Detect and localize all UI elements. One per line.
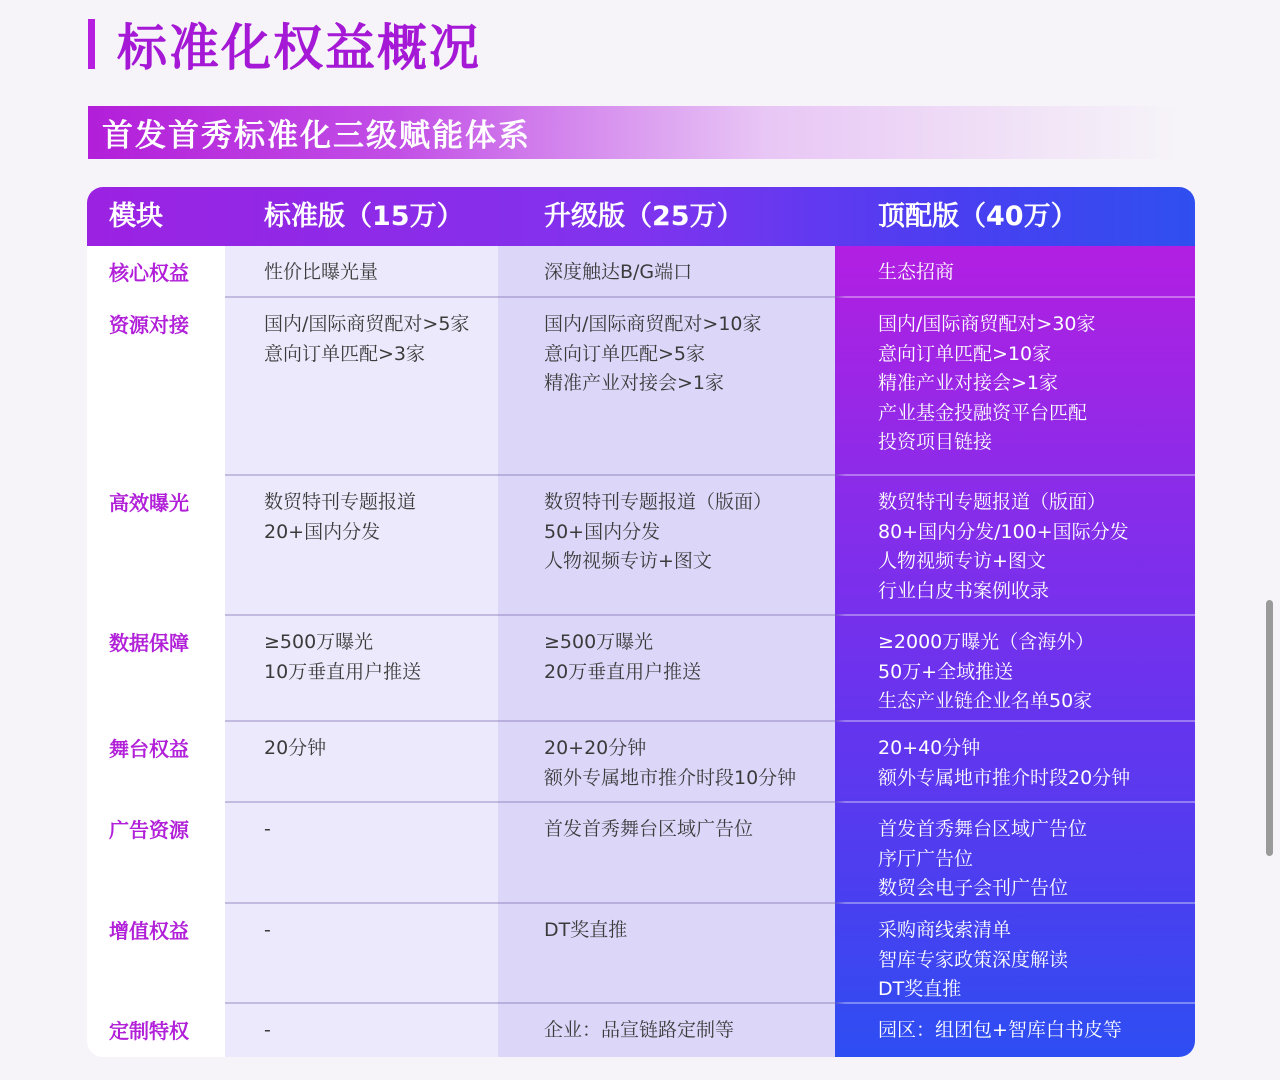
header-standard: 标准版（15万）: [264, 201, 464, 232]
cell-line: 数贸特刊专题报道（版面）: [878, 491, 1107, 513]
page-title: 标准化权益概况: [117, 19, 481, 77]
cell-line: 行业白皮书案例收录: [878, 579, 1050, 602]
cell-line: 数贸特刊专题报道: [264, 491, 417, 513]
cell-line: 80+国内分发/100+国际分发: [878, 520, 1129, 543]
cell-line: 精准产业对接会>1家: [878, 372, 1059, 394]
cell-line: 投资项目链接: [878, 431, 993, 453]
cell-line: 意向订单匹配>3家: [264, 342, 426, 365]
cell-line: 意向订单匹配>10家: [878, 342, 1052, 365]
cell-line: 首发首秀舞台区域广告位: [544, 818, 754, 840]
header-module: 模块: [109, 201, 163, 232]
cell-line: 序厅广告位: [878, 847, 974, 870]
cell-line: DT奖直推: [544, 919, 628, 941]
cell-line: 精准产业对接会>1家: [544, 372, 725, 394]
cell-line: 意向订单匹配>5家: [544, 342, 706, 365]
cell-line: 额外专属地市推介时段20分钟: [878, 766, 1131, 789]
cell-line: 首发首秀舞台区域广告位: [878, 818, 1088, 840]
page-title-block: [88, 14, 481, 77]
cell-line: 深度触达B/G端口: [544, 261, 693, 283]
row-divider: [225, 801, 1195, 803]
cell-line: 生态产业链企业名单50家: [878, 690, 1093, 712]
cell-line: 产业基金投融资平台匹配: [878, 401, 1088, 424]
row-module-label: 核心权益: [109, 261, 189, 285]
header-upgrade: 升级版（25万）: [544, 201, 744, 232]
cell-upgrade: [544, 916, 627, 946]
row-divider: [225, 296, 1195, 298]
row-divider: [225, 614, 1195, 616]
title-accent-bar: [88, 19, 95, 69]
cell-line: 国内/国际商贸配对>30家: [878, 313, 1096, 335]
cell-line: 20万垂直用户推送: [544, 660, 702, 683]
cell-upgrade: [544, 628, 701, 687]
cell-upgrade: [544, 258, 692, 288]
cell-top: [878, 488, 1129, 606]
cell-line: 人物视频专访+图文: [544, 550, 712, 572]
cell-line: 额外专属地市推介时段10分钟: [544, 766, 797, 789]
cell-standard: [264, 916, 271, 946]
row-module-label: 广告资源: [109, 818, 189, 842]
row-module-label: 资源对接: [109, 313, 189, 337]
cell-line: 20分钟: [264, 737, 327, 759]
cell-line: -: [264, 1019, 271, 1041]
cell-line: 数贸特刊专题报道（版面）: [544, 491, 773, 513]
cell-top: [878, 258, 954, 288]
cell-top: [878, 310, 1096, 458]
row-module-label: 舞台权益: [109, 737, 189, 761]
cell-line: 20+20分钟: [544, 737, 647, 759]
cell-line: 50+国内分发: [544, 520, 661, 543]
row-module-label: 高效曝光: [109, 491, 189, 515]
cell-line: DT奖直推: [878, 978, 962, 1000]
cell-line: 数贸会电子会刊广告位: [878, 877, 1069, 899]
cell-line: 人物视频专访+图文: [878, 550, 1046, 572]
cell-upgrade: [544, 488, 772, 577]
cell-standard: [264, 1016, 271, 1046]
cell-line: 国内/国际商贸配对>10家: [544, 313, 762, 335]
cell-line: -: [264, 919, 271, 941]
cell-standard: [264, 734, 326, 764]
cell-top: [878, 734, 1130, 793]
cell-upgrade: [544, 310, 762, 399]
section-subtitle: 首发首秀标准化三级赋能体系: [102, 118, 531, 154]
table-header: [87, 187, 1195, 246]
cell-line: 国内/国际商贸配对>5家: [264, 313, 470, 335]
benefits-table: [87, 187, 1195, 1057]
row-module-label: 定制特权: [109, 1019, 189, 1043]
cell-line: -: [264, 818, 271, 840]
cell-line: 生态招商: [878, 261, 955, 283]
cell-line: 智库专家政策深度解读: [878, 948, 1069, 971]
cell-upgrade: [544, 734, 796, 793]
cell-line: 企业：品宣链路定制等: [544, 1019, 735, 1041]
cell-top: [878, 815, 1087, 904]
cell-line: ≥2000万曝光（含海外）: [878, 631, 1095, 653]
header-top: 顶配版（40万）: [878, 201, 1078, 232]
row-divider: [225, 720, 1195, 722]
section-subtitle-banner: [88, 106, 1180, 159]
cell-standard: [264, 310, 469, 369]
cell-line: ≥500万曝光: [264, 631, 374, 653]
row-module-label: 数据保障: [109, 631, 189, 655]
cell-line: ≥500万曝光: [544, 631, 654, 653]
cell-upgrade: [544, 1016, 734, 1046]
cell-standard: [264, 628, 421, 687]
row-module-label: 增值权益: [109, 919, 189, 943]
cell-top: [878, 628, 1094, 717]
cell-upgrade: [544, 815, 753, 845]
cell-top: [878, 1016, 1122, 1046]
cell-standard: [264, 488, 416, 547]
cell-line: 20+国内分发: [264, 520, 381, 543]
cell-line: 性价比曝光量: [264, 261, 379, 283]
cell-line: 采购商线索清单: [878, 919, 1012, 941]
cell-standard: [264, 258, 378, 288]
cell-line: 50万+全域推送: [878, 660, 1014, 683]
cell-line: 20+40分钟: [878, 737, 981, 759]
scrollbar[interactable]: [1266, 600, 1273, 856]
cell-line: 园区：组团包+智库白书皮等: [878, 1019, 1122, 1041]
cell-top: [878, 916, 1068, 1005]
cell-line: 10万垂直用户推送: [264, 660, 422, 683]
cell-standard: [264, 815, 271, 845]
row-divider: [225, 474, 1195, 476]
